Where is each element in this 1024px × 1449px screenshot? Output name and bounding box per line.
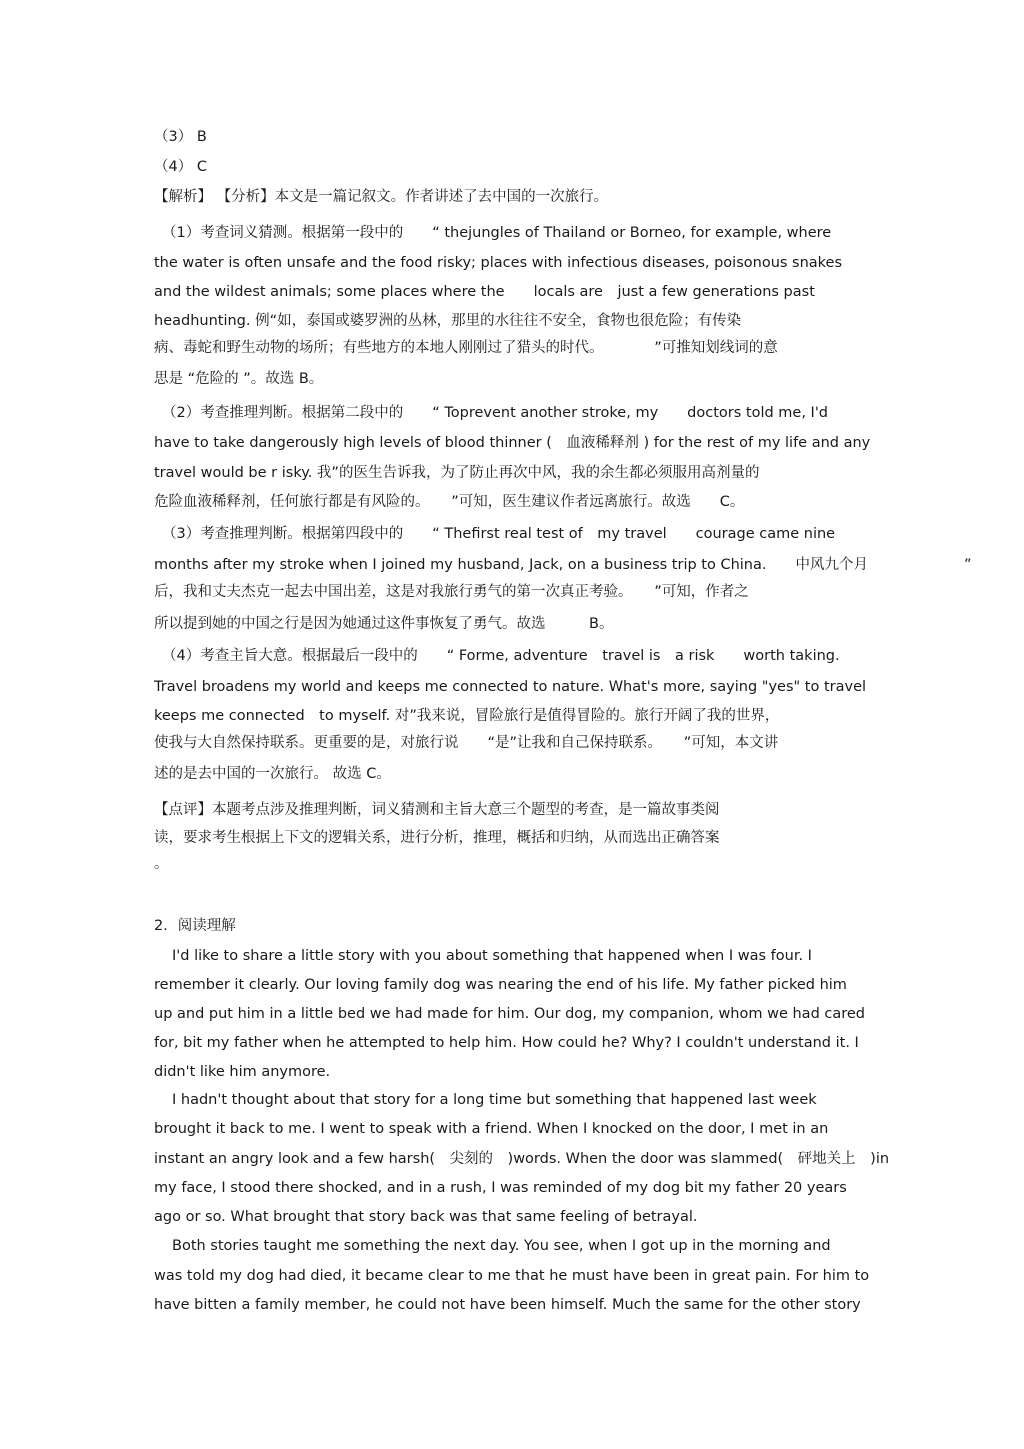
q1-line: headhunting. 例“如，泰国或婆罗洲的丛林，那里的水往往不安全，食物也很危险；有传染 [154, 313, 742, 329]
passage-line: for, bit my father when he attempted to help him. How could he? Why? I couldn't understand it. I [154, 1035, 859, 1051]
comment-line: 读，要求考生根据上下文的逻辑关系，进行分析，推理，概括和归纳，从而选出正确答案 [154, 830, 720, 846]
q4-line: （4）考查主旨大意。根据最后一段中的 “ Forme, adventure travel is a risk worth taking. [162, 648, 840, 664]
q1-line: and the wildest animals; some places where the locals are just a few generations past [154, 284, 815, 300]
passage-line: my face, I stood there shocked, and in a rush, I was reminded of my dog bit my father 20 years [154, 1180, 847, 1196]
q1-line: 思是 “危险的 ”。故选 B。 [154, 371, 324, 387]
q4-line: Travel broadens my world and keeps me connected to nature. What's more, saying "yes" to travel [154, 679, 867, 695]
comment-line: 。 [154, 856, 169, 872]
analysis-header: 【解析】 【分析】本文是一篇记叙文。作者讲述了去中国的一次旅行。 [154, 189, 609, 205]
passage-line: remember it clearly. Our loving family dog was nearing the end of his life. My father picked him [154, 977, 847, 993]
q3-line: （3）考查推理判断。根据第四段中的 “ Thefirst real test of my travel courage came nine [162, 526, 836, 542]
q2-line: （2）考查推理判断。根据第二段中的 “ Toprevent another stroke, my doctors told me, I'd [162, 405, 829, 421]
passage-line: have bitten a family member, he could not have been himself. Much the same for the other story [154, 1297, 861, 1313]
q3-line: 所以提到她的中国之行是因为她通过这件事恢复了勇气。故选 B。 [154, 616, 614, 632]
passage-line: I hadn't thought about that story for a long time but something that happened last week [172, 1092, 817, 1108]
q3-quote-mark: ” [964, 557, 972, 573]
q1-line: the water is often unsafe and the food risky; places with infectious diseases, poisonous snakes [154, 255, 843, 271]
passage-line: ago or so. What brought that story back was that same feeling of betrayal. [154, 1209, 698, 1225]
q1-line: （1）考查词义猜测。根据第一段中的 “ thejungles of Thailand or Borneo, for example, where [162, 225, 832, 241]
q4-line: 使我与大自然保持联系。更重要的是，对旅行说 “是”让我和自己保持联系。 ”可知，本文讲 [154, 735, 779, 751]
passage-line: brought it back to me. I went to speak with a friend. When I knocked on the door, I met in an [154, 1121, 829, 1137]
comment-line: 【点评】本题考点涉及推理判断，词义猜测和主旨大意三个题型的考查，是一篇故事类阅 [154, 802, 720, 818]
answer-4: （4） C [154, 159, 207, 175]
passage-line: I'd like to share a little story with you about something that happened when I was four. I [172, 948, 812, 964]
q4-line: 述的是去中国的一次旅行。 故选 C。 [154, 766, 391, 782]
passage-line: Both stories taught me something the next day. You see, when I got up in the morning and [172, 1238, 831, 1254]
q2-line: have to take dangerously high levels of blood thinner ( 血液稀释剂 ) for the rest of my life and any [154, 435, 871, 451]
passage-line: didn't like him anymore. [154, 1064, 331, 1080]
q2-line: 危险血液稀释剂，任何旅行都是有风险的。 ”可知，医生建议作者远离旅行。故选 C。 [154, 494, 745, 510]
answer-3: （3） B [154, 129, 207, 145]
passage-line: up and put him in a little bed we had made for him. Our dog, my companion, whom we had cared [154, 1006, 866, 1022]
q4-line: keeps me connected to myself. 对”我来说，冒险旅行是值得冒险的。旅行开阔了我的世界， [154, 708, 780, 724]
q3-line: months after my stroke when I joined my husband, Jack, on a business trip to China. 中风九个月 [154, 557, 868, 573]
passage-line: instant an angry look and a few harsh( 尖刻的 )words. When the door was slammed( 砰地关上 )in [154, 1151, 890, 1167]
q3-line: 后，我和丈夫杰克一起去中国出差，这是对我旅行勇气的第一次真正考验。 ”可知，作者之 [154, 584, 749, 600]
q2-line: travel would be r isky. 我”的医生告诉我，为了防止再次中风，我的余生都必须服用高剂量的 [154, 465, 760, 481]
passage-line: was told my dog had died, it became clear to me that he must have been in great pain. For him to [154, 1268, 870, 1284]
q1-line: 病、毒蛇和野生动物的场所；有些地方的本地人刚刚过了猎头的时代。 ”可推知划线词的意 [154, 340, 778, 356]
section-title: 2．阅读理解 [154, 918, 236, 934]
